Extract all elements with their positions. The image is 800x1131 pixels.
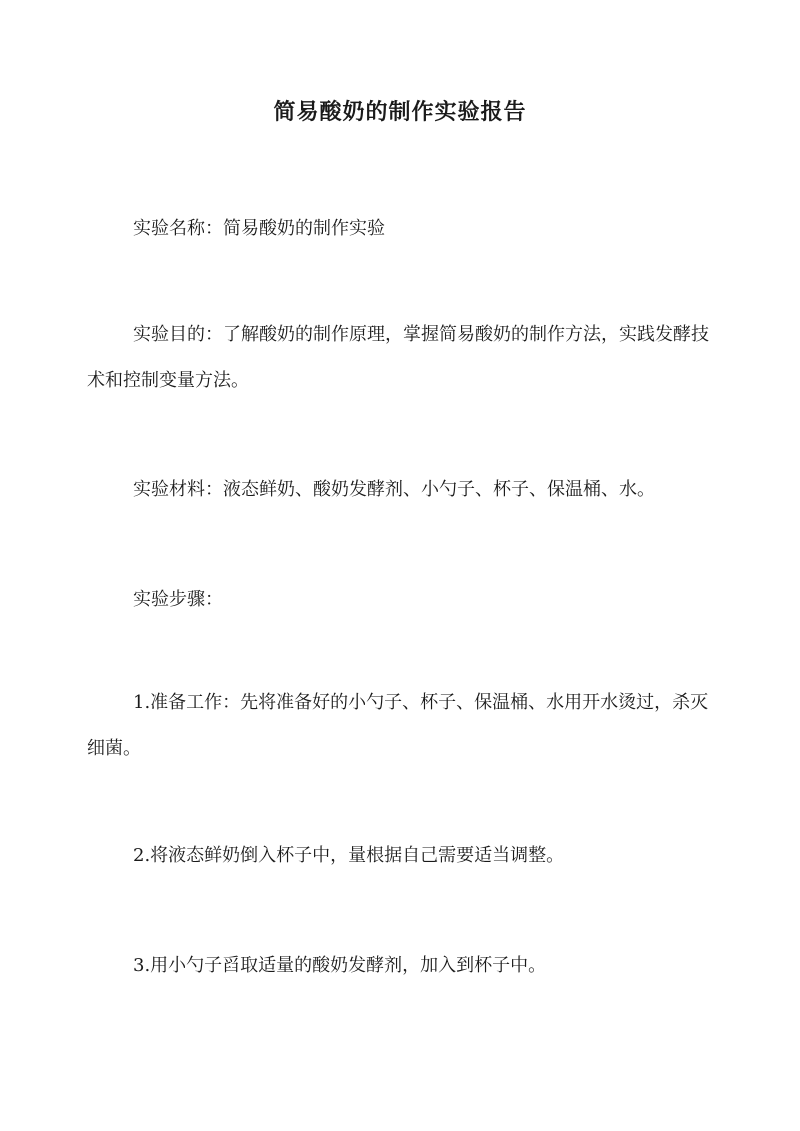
paragraph-step-3: 3.用小勺子舀取适量的酸奶发酵剂，加入到杯子中。 (133, 955, 547, 976)
paragraph-experiment-name: 实验名称：简易酸奶的制作实验 (133, 218, 385, 239)
paragraph-step-1: 1.准备工作：先将准备好的小勺子、杯子、保温桶、水用开水烫过，杀灭细菌。 (87, 692, 709, 759)
paragraph-experiment-materials: 实验材料：液态鲜奶、酸奶发酵剂、小勺子、杯子、保温桶、水。 (133, 479, 655, 500)
paragraph-experiment-purpose: 实验目的：了解酸奶的制作原理，掌握简易酸奶的制作方法，实践发酵技术和控制变量方法。 (87, 324, 709, 391)
paragraph-step-2: 2.将液态鲜奶倒入杯子中，量根据自己需要适当调整。 (133, 845, 565, 866)
document-title: 简易酸奶的制作实验报告 (273, 99, 527, 125)
paragraph-steps-heading: 实验步骤： (133, 589, 223, 610)
